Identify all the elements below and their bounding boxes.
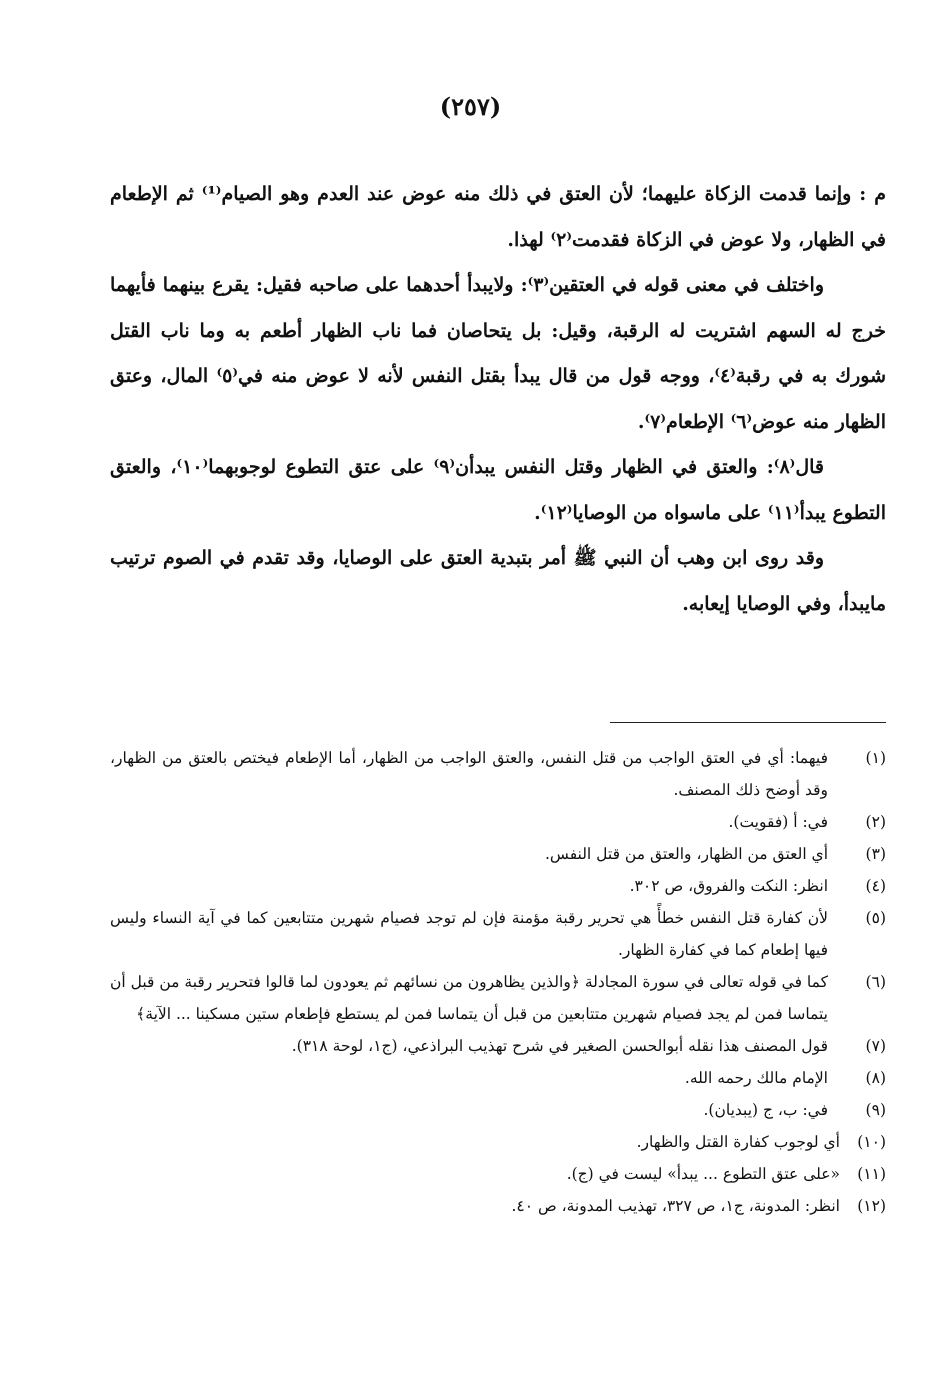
footnote bbox=[110, 1094, 886, 1126]
footnote-text: كما في قوله تعالى في سورة المجادلة ﴿والذين يظاهرون من نسائهم ثم يعودون لما قالوا فتحرير رقبة من قبل أن يتماسا فمن لم يجد فصيام شهرين متتابعين من قبل أن يتماسا فمن لم يستطع فإطعام ستين مسكينا ... الآية﴾ bbox=[110, 973, 828, 1023]
footnote-number: (٥) bbox=[865, 909, 886, 927]
footnote bbox=[110, 742, 886, 806]
footnote bbox=[110, 1190, 886, 1222]
footnote bbox=[110, 902, 886, 966]
footnote-number: (٣) bbox=[865, 845, 886, 863]
footnote-text: لأن كفارة قتل النفس خطأً هي تحرير رقبة مؤمنة فإن لم توجد فصيام شهرين متتابعين كما في آية النساء وليس فيها إطعام كما في كفارة الظهار. bbox=[110, 909, 828, 959]
footnotes bbox=[110, 742, 886, 1222]
footnote bbox=[110, 1062, 886, 1094]
footnote-text: «على عتق التطوع ... يبدأ» ليست في (ج). bbox=[566, 1165, 840, 1183]
footnote-number: (٤) bbox=[865, 877, 886, 895]
footnote-text: في: أ (فقويت). bbox=[728, 813, 828, 831]
paragraph-1: م : وإنما قدمت الزكاة عليهما؛ لأن العتق في ذلك منه عوض عند العدم وهو الصيام⁽¹⁾ ثم الإطعام في الظهار، ولا عوض في الزكاة فقدمت⁽٢⁾ لهذا. bbox=[110, 183, 886, 251]
footnote-text: الإمام مالك رحمه الله. bbox=[684, 1069, 828, 1087]
footnote bbox=[130, 1030, 886, 1062]
footnote-text: انظر: المدونة، ج١، ص ٣٢٧، تهذيب المدونة، ص ٤٠. bbox=[511, 1197, 840, 1215]
footnote-text: فيهما: أي في العتق الواجب من قتل النفس، والعتق الواجب من الظهار، أما الإطعام فيختص بالعتق من الظهار، وقد أوضح ذلك المصنف. bbox=[110, 749, 828, 799]
footnote-number: (٧) bbox=[865, 1037, 886, 1055]
footnote bbox=[110, 966, 886, 1030]
footnote-text: في: ب، ج (يبديان). bbox=[703, 1101, 828, 1119]
footnote-number: (١) bbox=[865, 749, 886, 767]
page-number: (٢٥٧) bbox=[439, 92, 502, 121]
footnote-text: انظر: النكت والفروق، ص ٣٠٢. bbox=[629, 877, 828, 895]
footnote-text: أي العتق من الظهار، والعتق من قتل النفس. bbox=[545, 845, 828, 863]
footnote-number: (١١) bbox=[857, 1165, 886, 1183]
footnote-text: أي لوجوب كفارة القتل والظهار. bbox=[636, 1133, 840, 1151]
paragraph-3: قال⁽٨⁾: والعتق في الظهار وقتل النفس يبدأن⁽٩⁾ على عتق التطوع لوجوبهما⁽١٠⁾، والعتق التطوع يبدأ⁽١١⁾ على ماسواه من الوصايا⁽١٢⁾. bbox=[110, 456, 886, 524]
footnote bbox=[110, 838, 886, 870]
footnote-number: (٢) bbox=[865, 813, 886, 831]
footnote-divider bbox=[610, 722, 886, 723]
footnote bbox=[110, 1158, 886, 1190]
footnote-number: (١٠) bbox=[857, 1133, 886, 1151]
footnote-number: (٩) bbox=[865, 1101, 886, 1119]
footnote bbox=[110, 1126, 886, 1158]
footnote-number: (٨) bbox=[865, 1069, 886, 1087]
footnote bbox=[110, 870, 886, 902]
footnote-number: (١٢) bbox=[857, 1197, 886, 1215]
paragraph-4: وقد روى ابن وهب أن النبي ﷺ أمر بتبدية العتق على الوصايا، وقد تقدم في الصوم ترتيب مايبدأ، وفي الوصايا إيعابه. bbox=[110, 547, 886, 615]
paragraph-2: واختلف في معنى قوله في العتقين⁽٣⁾: ولايبدأ أحدهما على صاحبه فقيل: يقرع بينهما فأيهما خرج له السهم اشتريت له الرقبة، وقيل: بل يتحاصان فما ناب الظهار أطعم به وما ناب القتل شورك به في رقبة⁽٤⁾، ووجه قول من قال يبدأ بقتل النفس لأنه لا عوض منه في⁽٥⁾ المال، وعتق الظهار منه عوض⁽٦⁾ الإطعام⁽٧⁾. bbox=[110, 274, 886, 433]
footnote-number: (٦) bbox=[865, 973, 886, 991]
main-text bbox=[110, 172, 886, 627]
footnote bbox=[110, 806, 886, 838]
footnote-text: قول المصنف هذا نقله أبوالحسن الصغير في شرح تهذيب البراذعي، (ج١، لوحة ٣١٨). bbox=[291, 1037, 828, 1055]
